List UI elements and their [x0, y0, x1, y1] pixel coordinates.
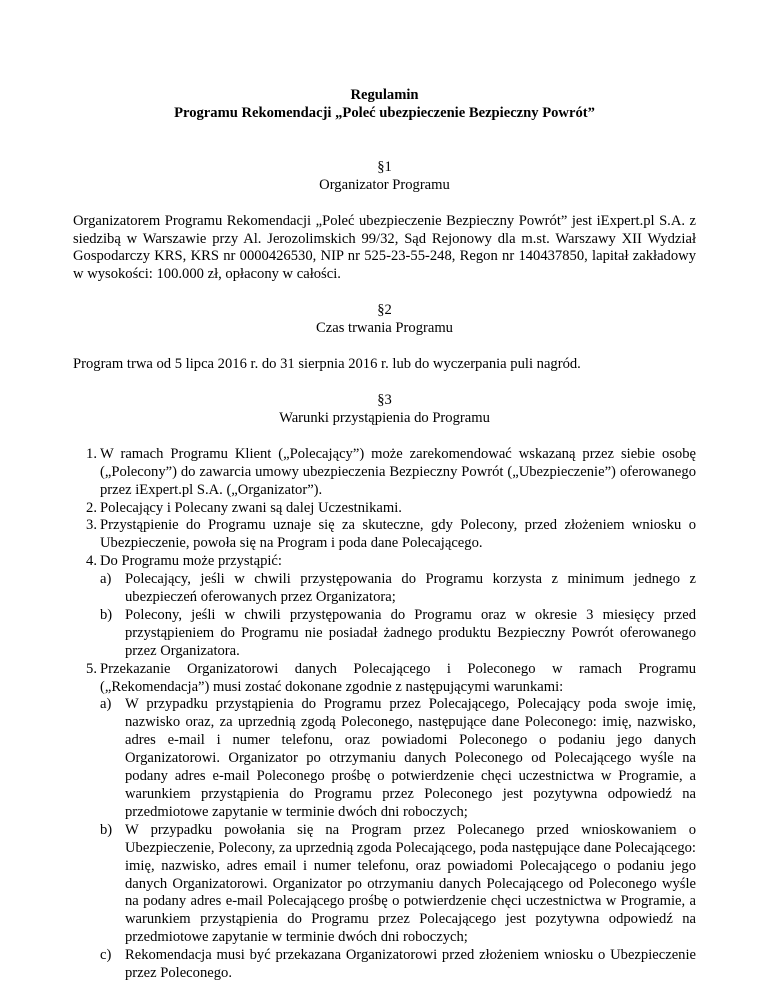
section-2-number: §2 [377, 302, 392, 319]
list-item-text: Polecający i Polecany zwani są dalej Uczestnikami. [100, 499, 402, 516]
sub-list-item-text: W przypadku powołania się na Program przez Polecanego przed wnioskowaniem o Ubezpieczenie, Polecony, za uprzednią zgoda Polecającego, poda następujące dane Polecającego: imię, nazwisko, adres email i numer telefonu, oraz powiadomi Polecającego o podaniu jego danych Organizatorowi. Organizator po otrzymaniu danych Polecającego od Poleconego wyśle na podany adres e-mail Polecającego prośbę o potwierdzenie chęci uczestnictwa w Programie, a warunkiem przystąpienia do Programu przez Polecającego jest pozytywna odpowiedź na przedmiotowe zapytanie w terminie dwóch dni roboczych; [125, 821, 696, 946]
sub-list-item-text: Polecający, jeśli w chwili przystępowania do Programu korzysta z minimum jednego z ubezpieczeń oferowanych przez Organizatora; [125, 571, 696, 606]
document-page [73, 87, 696, 983]
section-2-heading: Czas trwania Programu [316, 320, 453, 337]
list-item [73, 661, 696, 983]
document-title [73, 87, 696, 123]
list-item [73, 500, 696, 518]
section-3-header [73, 392, 696, 428]
sub-list-item-text: Rekomendacja musi być przekazana Organizatorowi przed złożeniem wniosku o Ubezpieczenie przez Poleconego. [125, 947, 696, 982]
sub-list-item [100, 607, 696, 661]
list-item-number: 4. [86, 553, 97, 570]
list-item-text: Przekazanie Organizatorowi danych Polecającego i Poleconego w ramach Programu („Rekomendacja”) musi zostać dokonane zgodnie z następującymi warunkami: [100, 660, 696, 695]
list-item-text: Do Programu może przystąpić: [100, 553, 282, 570]
section-2-text: Program trwa od 5 lipca 2016 r. do 31 sierpnia 2016 r. lub do wyczerpania puli nagród. [73, 356, 581, 373]
section-3-number: §3 [377, 391, 392, 408]
list-item-text: Przystąpienie do Programu uznaje się za skuteczne, gdy Polecony, przed złożeniem wniosku o Ubezpieczenie, powoła się na Program i poda dane Polecającego. [100, 517, 696, 552]
title-line-2: Programu Rekomendacji „Poleć ubezpieczenie Bezpieczny Powrót” [174, 104, 595, 121]
sub-list-item [100, 571, 696, 607]
section-1-text: Organizatorem Programu Rekomendacji „Poleć ubezpieczenie Bezpieczny Powrót” jest iExpert.pl S.A. z siedzibą w Warszawie przy Al. Jerozolimskich 99/32, Sąd Rejonowy dla m.st. Warszawy XII Wydział Gospodarczy KRS, KRS nr 0000426530, NIP nr 525-23-55-248, Regon nr 140437850, lapitał zakładowy w wysokości: 100.000 zł, opłacony w całości. [73, 212, 696, 283]
sub-list-item [100, 947, 696, 983]
sub-list-item-letter: c) [100, 947, 112, 964]
list-item-text: W ramach Programu Klient („Polecający”) może zarekomendować wskazaną przez siebie osobę („Polecony”) do zawarcia umowy ubezpieczenia Bezpieczny Powrót („Ubezpieczenie”) oferowanego przez iExpert.pl S.A. („Organizator”). [100, 445, 696, 498]
list-item-number: 3. [86, 517, 97, 534]
sub-list [100, 696, 696, 983]
sub-list-item-letter: b) [100, 606, 113, 623]
sub-list-item [100, 822, 696, 947]
sub-list [100, 571, 696, 661]
section-1-header [73, 159, 696, 195]
list-item-number: 1. [86, 445, 97, 462]
list-item-number: 5. [86, 660, 97, 677]
sub-list-item-letter: b) [100, 821, 113, 838]
sub-list-item-letter: a) [100, 696, 112, 713]
sub-list-item [100, 696, 696, 821]
section-2-header [73, 302, 696, 338]
section-3-heading: Warunki przystąpienia do Programu [279, 409, 490, 426]
list-item [73, 553, 696, 660]
section-1-number: §1 [377, 158, 392, 175]
list-item [73, 446, 696, 500]
sub-list-item-letter: a) [100, 571, 112, 588]
section-3-list [73, 446, 696, 983]
list-item-number: 2. [86, 499, 97, 516]
section-1-heading: Organizator Programu [319, 176, 450, 193]
sub-list-item-text: W przypadku przystąpienia do Programu przez Polecającego, Polecający poda swoje imię, nazwisko oraz, za uprzednią zgodą Poleconego, następujące dane Poleconego: imię, nazwisko, adres e-mail i numer telefonu, oraz powiadomi Poleconego o podaniu jego danych Organizatorowi. Organizator po otrzymaniu danych Poleconego od Polecającego wyśle na podany adres e-mail Poleconego prośbę o potwierdzenie chęci uczestnictwa w Programie, a warunkiem przystąpienia do Programu przez Poleconego jest pozytywna odpowiedź na przedmiotowe zapytanie w terminie dwóch dni roboczych; [125, 696, 696, 820]
sub-list-item-text: Polecony, jeśli w chwili przystępowania do Programu oraz w okresie 3 miesięcy przed przystąpieniem do Programu nie posiadał żadnego produktu Bezpieczny Powrót oferowanego przez Organizatora. [125, 606, 696, 659]
list-item [73, 517, 696, 553]
title-line-1: Regulamin [350, 87, 419, 103]
